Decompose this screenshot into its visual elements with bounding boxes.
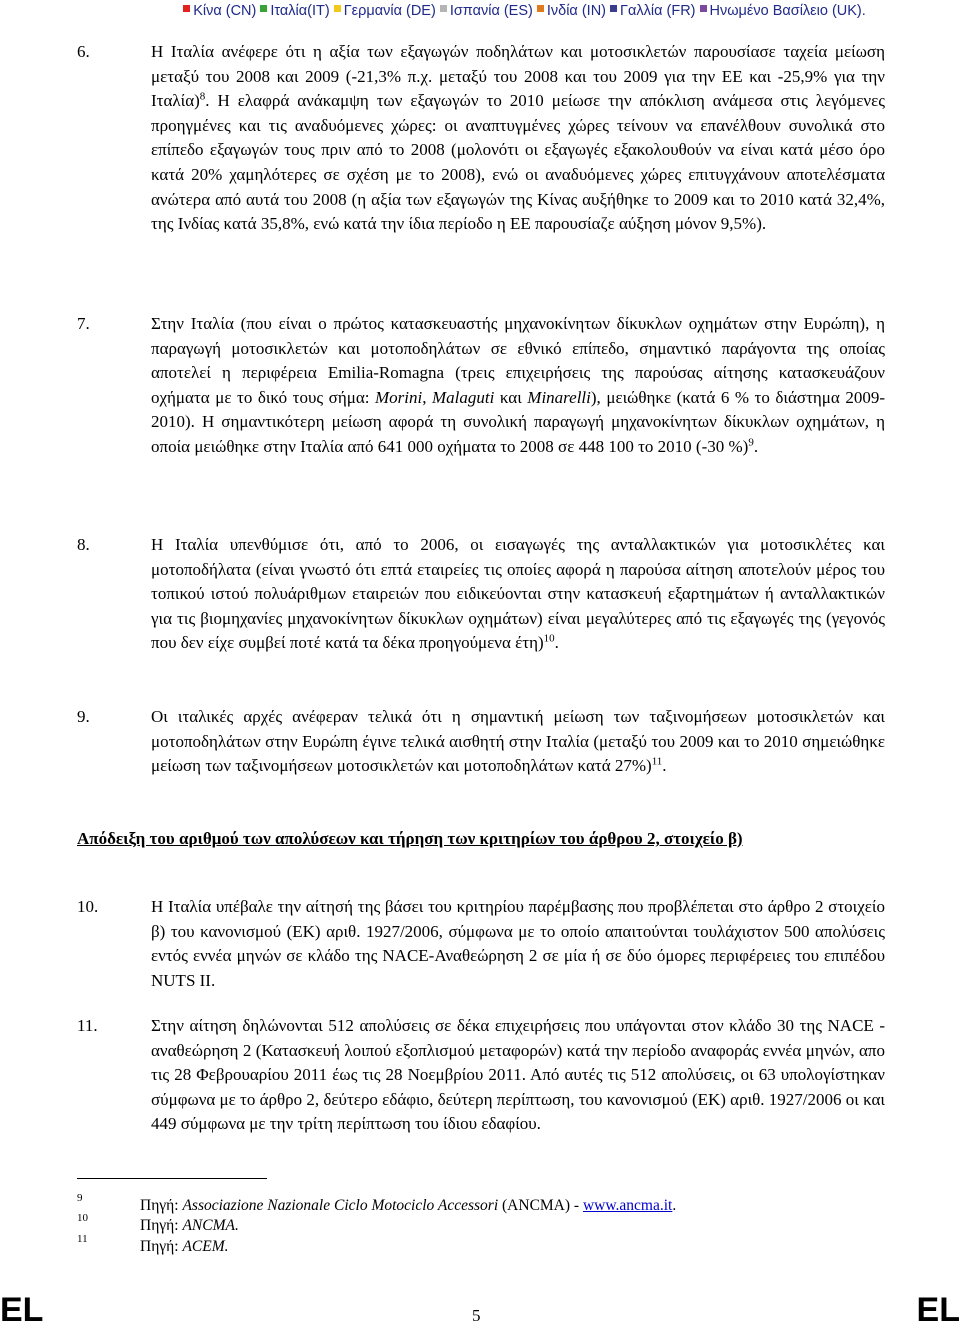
legend-label: Γαλλία (FR) <box>620 3 696 19</box>
italic-text: Malaguti <box>432 387 495 407</box>
paragraph-text <box>151 895 885 993</box>
footnote-reference: 9 <box>748 436 754 449</box>
text-run: Η Ιταλία υπέβαλε την αίτησή της βάσει του κριτηρίου παρέμβασης που προβλέπεται στο άρθρο 2 στοιχείο β) του κανονισμού (ΕΚ) αριθ. 1927/2006, σύμφωνα με το οποίο απαιτούνται τουλάχιστον 500 απολύσεις εντός εννέα μηνών σε κλάδο της NACE-Αναθεώρηση 2 σε μία ή σε δύο όμορες περιφέρειες του επιπέδου NUTS II. <box>151 897 885 990</box>
chart-legend <box>150 2 895 21</box>
footnote-link[interactable]: www.ancma.it <box>582 1197 673 1214</box>
numbered-paragraph <box>77 1014 885 1137</box>
numbered-paragraph <box>77 705 885 779</box>
text-run: Οι ιταλικές αρχές ανέφεραν τελικά ότι η σημαντική μείωση των ταξινομήσεων μοτοσικλετών και μοτοποδηλάτων στην Ευρώπη έγινε τελικά αισθητή στην Ιταλία (μεταξύ του 2009 και το 2010 σημειώθηκε μείωση των ταξινομήσεων μοτοσικλετών και μοτοποδηλάτων κατά 27%) <box>151 707 885 776</box>
footnote-reference: 8 <box>199 90 206 103</box>
numbered-paragraph <box>77 533 885 656</box>
footnote-number: 9 <box>77 1192 83 1204</box>
footer-language-code-left: EL <box>0 1291 44 1329</box>
legend-swatch <box>183 5 190 12</box>
footnote-text <box>140 1196 885 1216</box>
legend-swatch <box>260 5 267 12</box>
footnote-text-run: . <box>672 1197 677 1214</box>
text-run: Στην αίτηση δηλώνονται 512 απολύσεις σε δέκα επιχειρήσεις που υπάγονται στον κλάδο 30 της NACE - αναθεώρηση 2 (Κατασκευή λοιπού εξοπλισμού μεταφορών) κατά την περίοδο αναφοράς εννέα μηνών, απο τις 28 Φεβρουαρίου 2011 έως τις 28 Νοεμβρίου 2011. Από αυτές τις 512 απολύσεις, οι 63 υπολογίστηκαν σύμφωνα με το άρθρο 2, δεύτερο εδάφιο, δεύτερη περίπτωση, του κανονισμού (ΕΚ) αριθ. 1927/2006 οι και 449 σύμφωνα με την τρίτη περίπτωση του ίδιου εδαφίου. <box>151 1016 885 1134</box>
footnote-reference: 11 <box>651 755 663 768</box>
legend-swatch <box>610 5 617 12</box>
text-run: και <box>494 387 528 407</box>
legend-swatch <box>440 5 447 12</box>
legend-label: Κίνα (CN) <box>193 3 257 19</box>
footnote <box>77 1192 885 1216</box>
section-heading: Απόδειξη του αριθμού των απολύσεων και τήρηση των κριτηρίων του άρθρου 2, στοιχείο β) <box>77 829 743 848</box>
footnote-prefix: Πηγή: <box>140 1197 183 1214</box>
legend-label: Ηνωμένο Βασίλειο (UK). <box>709 3 866 19</box>
numbered-paragraph <box>77 895 885 993</box>
footnote-source: ANCMA. <box>182 1217 239 1234</box>
footnote-reference: 10 <box>543 632 555 645</box>
paragraph-number: 7. <box>77 314 90 333</box>
text-run: . <box>662 756 667 776</box>
text-run: Η Ιταλία υπενθύμισε ότι, από το 2006, οι εισαγωγές της ανταλλακτικών για μοτοσικλέτες και μοτοποδήλατα (είναι γνωστό ότι επτά εταιρείες τις οποίες αφορά η παρούσα αίτηση αποτελούν μέρος του τοπικού ιστού πολυάριθμων εταιρειών που ειδικεύονται στην κατασκευή εξαρτημάτων ή ανταλλακτικών για τις βιομηχανίες μηχανοκίνητων δίκυκλων οχημάτων) είναι μεγαλύτερες από τις εξαγωγές της (γεγονός που δεν είχε συμβεί ποτέ κατά τα δέκα προηγούμενα έτη) <box>151 535 885 653</box>
legend-label: Ισπανία (ES) <box>449 3 533 19</box>
footnote-source: Associazione Nazionale Ciclo Motociclo Accessori <box>182 1197 499 1214</box>
footnote <box>77 1233 885 1257</box>
paragraph-text <box>151 705 885 779</box>
paragraph-text <box>151 1014 885 1137</box>
text-run: . <box>753 436 759 456</box>
text-run: , <box>422 387 432 407</box>
legend-swatch <box>334 5 341 12</box>
footer-language-code-right: EL <box>916 1291 960 1329</box>
numbered-paragraph <box>77 40 885 237</box>
paragraph-text <box>151 533 885 656</box>
text-run: Η Ιταλία ανέφερε ότι η αξία των εξαγωγών ποδηλάτων και μοτοσικλετών παρουσίασε ταχεία μείωση μεταξύ του 2008 και 2009 (-21,3% π.χ. μεταξύ του 2008 και του 2009 για την ΕΕ και -25,9% για την Ιταλία) <box>151 42 885 111</box>
italic-text: Minarelli <box>527 387 591 407</box>
footnote-text-run: (ANCMA) - <box>498 1197 583 1214</box>
footnote-number: 10 <box>77 1212 88 1224</box>
footnote-separator <box>77 1178 267 1179</box>
legend-swatch <box>700 5 707 12</box>
paragraph-number: 6. <box>77 42 90 61</box>
legend-label: Ινδία (IN) <box>546 3 606 19</box>
footnote-prefix: Πηγή: <box>140 1238 183 1255</box>
paragraph-text <box>151 312 885 460</box>
numbered-paragraph <box>77 312 885 460</box>
paragraph-number: 9. <box>77 707 90 726</box>
footnote-number: 11 <box>77 1233 88 1245</box>
legend-label: Γερμανία (DE) <box>343 3 436 19</box>
italic-text: Morini <box>374 387 423 407</box>
legend-label: Ιταλία(IT) <box>270 3 330 19</box>
footnote-source: ACEM. <box>182 1238 229 1255</box>
paragraph-number: 8. <box>77 535 90 554</box>
legend-swatch <box>537 5 544 12</box>
text-run: . Η ελαφρά ανάκαμψη των εξαγωγών το 2010 μείωσε την απόκλιση ανάμεσα στις λεγόμενες προηγμένες και τις αναδυόμενες χώρες: οι αναπτυγμένες χώρες τείνουν να επανέλθουν συνολικά στο επίπεδο εξαγωγών τους πριν από το 2008 (μολονότι οι εξαγωγές εξακολουθούν να είναι κατά μέσο όρο κατά 20% χαμηλότερες σε σχέση με το 2008), ενώ οι αναδυόμενες χώρες επιτυγχάνουν αποτελέσματα ανώτερα από αυτά του 2008 (η αξία των εξαγωγών της Κίνας αυξήθηκε το 2009 και το 2010 κατά 32,4%, της Ινδίας κατά 35,8%, ενώ κατά την ίδια περίοδο η ΕΕ παρουσίαζε αύξηση μόνον 9,5%). <box>151 91 885 234</box>
paragraph-number: 11. <box>77 1016 98 1035</box>
footnote-text <box>140 1216 885 1236</box>
text-run: Στην Ιταλία (που είναι ο πρώτος κατασκευαστής μηχανοκίνητων δίκυκλων οχημάτων στην Ευρώπη), η παραγωγή μοτοσικλετών και μοτοποδηλάτων σε εθνικό επίπεδο, σημαντικό παράγοντα της οποίας αποτελεί η περιφέρεια Emilia-Romagna (τρεις επιχειρήσεις της παρούσας αίτησης κατασκευάζουν οχήματα με το δικό τους σήμα: <box>151 314 885 407</box>
footnote-text <box>140 1237 885 1257</box>
page-number: 5 <box>472 1306 481 1325</box>
text-run: ), μειώθηκε (κατά 6 % το διάστημα 2009-2010). Η σημαντικότερη μείωση αφορά τη συνολική παραγωγή μηχανοκίνητων δίκυκλων οχημάτων, η οποία μειώθηκε στην Ιταλία από 641 000 οχήματα το 2008 σε 448 100 το 2010 (-30 %) <box>151 387 885 456</box>
footnote-prefix: Πηγή: <box>140 1217 183 1234</box>
paragraph-number: 10. <box>77 897 99 916</box>
text-run: . <box>554 633 559 653</box>
paragraph-text <box>151 40 885 237</box>
footnote <box>77 1212 885 1236</box>
